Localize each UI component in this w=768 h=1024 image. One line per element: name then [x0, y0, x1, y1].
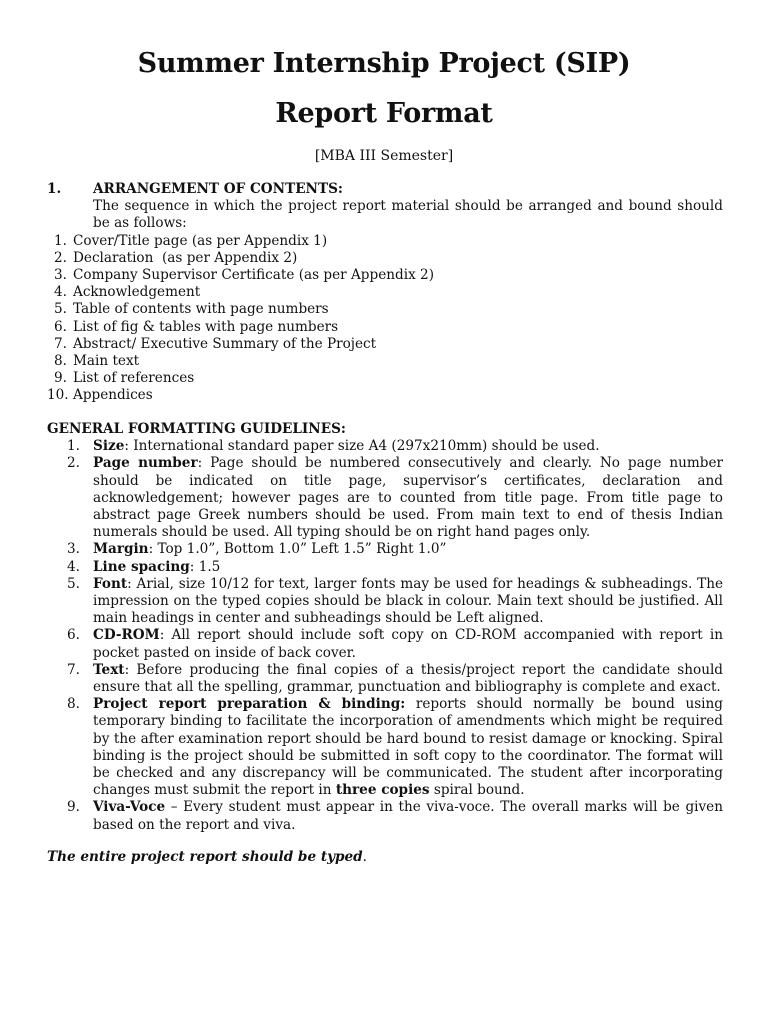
guidelines-heading: GENERAL FORMATTING GUIDELINES:	[47, 421, 346, 437]
item-text: Appendices	[73, 387, 153, 404]
item-number: 6.	[54, 318, 67, 335]
item-label: Line spacing	[93, 558, 190, 575]
item-number: 3.	[67, 541, 80, 558]
item-text: Company Supervisor Certificate (as per Appendix 2)	[73, 267, 435, 284]
item-number: 1.	[54, 232, 67, 249]
item-number: 5.	[67, 575, 80, 592]
item-text	[93, 559, 723, 576]
closing-note	[47, 849, 367, 865]
arrangement-list	[47, 233, 723, 405]
item-label: Size	[93, 438, 125, 455]
item-number: 8.	[54, 353, 67, 370]
guidelines-section	[47, 421, 723, 834]
guidelines-list	[47, 438, 723, 834]
list-item	[47, 696, 723, 799]
list-item	[47, 301, 723, 318]
arrangement-intro: The sequence in which the project report material should be arranged and bound should be as follows:	[93, 198, 723, 232]
item-number: 3.	[54, 267, 67, 284]
closing-note-period: .	[362, 849, 367, 865]
item-text	[93, 799, 723, 833]
item-text	[93, 576, 723, 628]
item-body: : All report should include soft copy on CD-ROM accompanied with report in pocket pasted on inside of back cover.	[93, 627, 723, 661]
item-label: CD-ROM	[93, 627, 160, 644]
item-label: Viva-Voce	[93, 799, 166, 816]
list-item	[47, 250, 723, 267]
arrangement-section	[47, 181, 723, 405]
list-item	[47, 370, 723, 387]
item-tail: spiral bound.	[429, 782, 525, 799]
item-label: Project report preparation & binding:	[93, 696, 406, 713]
item-number: 10.	[47, 387, 69, 404]
semester-label: [MBA III Semester]	[314, 148, 454, 164]
item-bold-phrase: three copies	[335, 782, 430, 799]
list-item	[47, 319, 723, 336]
list-item	[47, 541, 723, 558]
item-body: : Arial, size 10/12 for text, larger fonts may be used for headings & subheadings. The impression on the typed copies should be black in colour. Main text should be justified. All main headings in center and subheadings should be Left aligned.	[93, 575, 723, 627]
item-number: 7.	[67, 661, 80, 678]
item-text	[93, 696, 723, 799]
list-item	[47, 353, 723, 370]
item-label: Page number	[93, 455, 198, 472]
item-text	[93, 541, 723, 558]
item-label: Font	[93, 575, 128, 592]
list-item	[47, 438, 723, 455]
list-item	[47, 576, 723, 628]
item-number: 2.	[54, 249, 67, 266]
list-item	[47, 336, 723, 353]
list-item	[47, 284, 723, 301]
document-title: Summer Internship Project (SIP)	[137, 48, 631, 79]
item-text: Main text	[73, 353, 140, 370]
item-body: – Every student must appear in the viva-voce. The overall marks will be given based on the report and viva.	[93, 799, 723, 833]
list-item	[47, 559, 723, 576]
item-text	[93, 455, 723, 541]
item-text	[93, 662, 723, 696]
item-body: reports should normally be bound using temporary binding to facilitate the incorporation of amendments which might be required by the after examination report should be hard bound to resist damage or knocking. Spiral binding is the project should be submitted in soft copy to the coordinator. The format will be checked and any discrepancy will be communicated. The student after incorporating changes must submit the report in	[93, 696, 723, 799]
section-number: 1.	[47, 181, 62, 197]
item-label: Text	[93, 661, 125, 678]
item-number: 6.	[67, 627, 80, 644]
item-number: 9.	[54, 370, 67, 387]
list-item	[47, 799, 723, 833]
item-text: Cover/Title page (as per Appendix 1)	[73, 232, 328, 249]
list-item	[47, 233, 723, 250]
arrangement-heading-row	[47, 181, 723, 198]
item-text: List of references	[73, 370, 195, 387]
item-number: 7.	[54, 335, 67, 352]
item-label: Margin	[93, 541, 149, 558]
item-text: Declaration (as per Appendix 2)	[73, 249, 298, 266]
item-body: : Before producing the final copies of a thesis/project report the candidate should ensure that all the spelling, grammar, punctuation and bibliography is complete and exact.	[93, 661, 723, 696]
list-item	[47, 387, 723, 404]
list-item	[47, 267, 723, 284]
item-number: 4.	[54, 284, 67, 301]
item-text: Acknowledgement	[73, 284, 201, 301]
closing-note-text: The entire project report should be typed	[47, 849, 363, 865]
item-number: 1.	[67, 438, 80, 455]
item-text: List of fig & tables with page numbers	[73, 318, 339, 335]
item-body: : Top 1.0”, Bottom 1.0” Left 1.5” Right 1.0”	[148, 541, 447, 558]
item-text	[93, 438, 723, 455]
list-item	[47, 662, 723, 696]
list-item	[47, 627, 723, 661]
item-number: 8.	[67, 696, 80, 713]
item-body: : International standard paper size A4 (297x210mm) should be used.	[124, 438, 600, 455]
arrangement-heading: ARRANGEMENT OF CONTENTS:	[93, 181, 343, 197]
item-number: 2.	[67, 455, 80, 472]
document-subtitle: Report Format	[275, 98, 493, 129]
item-text: Abstract/ Executive Summary of the Project	[73, 335, 377, 352]
item-body: : 1.5	[189, 558, 221, 575]
item-text: Table of contents with page numbers	[73, 301, 329, 318]
item-number: 4.	[67, 558, 80, 575]
item-number: 9.	[67, 799, 80, 816]
item-number: 5.	[54, 301, 67, 318]
item-body: : Page should be numbered consecutively and clearly. No page number should be indicated on title page, supervisor’s certificates, declaration and acknowledgement; however pages are to counted from title page. From title page to abstract page Greek numbers should be used. From main text to end of thesis Indian numerals should be used. All typing should be on right hand pages only.	[93, 455, 723, 541]
list-item	[47, 455, 723, 541]
item-text	[93, 627, 723, 661]
